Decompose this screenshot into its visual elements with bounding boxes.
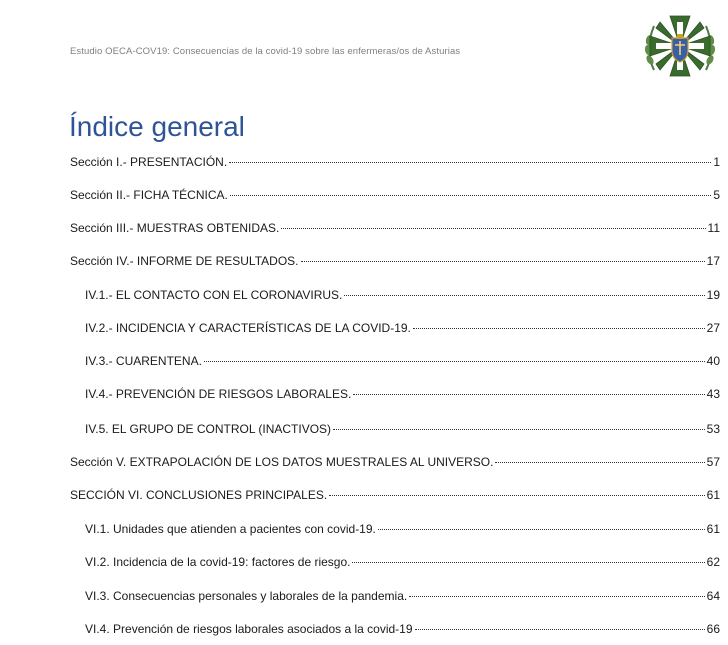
toc-entry[interactable] [85, 522, 720, 540]
toc-entry-label: IV.5. EL GRUPO DE CONTROL (INACTIVOS) [85, 422, 332, 436]
toc-entry-label: Sección I.- PRESENTACIÓN. [70, 155, 228, 169]
toc-entry-page: 40 [706, 354, 720, 368]
dot-leader [281, 228, 705, 229]
toc-entry[interactable] [85, 422, 720, 440]
toc-entry-label: Sección II.- FICHA TÉCNICA. [70, 188, 228, 202]
toc-entry-page: 19 [706, 288, 720, 302]
toc-entry-page: 27 [706, 321, 720, 335]
dot-leader [230, 195, 711, 196]
toc-entry-page: 61 [706, 522, 720, 536]
toc-entry[interactable] [85, 321, 720, 339]
toc-entry-label: IV.1.- EL CONTACTO CON EL CORONAVIRUS. [85, 288, 343, 302]
toc-entry-label: VI.2. Incidencia de la covid-19: factores de riesgo. [85, 555, 351, 569]
toc-entry-page: 66 [706, 622, 720, 636]
toc-entry[interactable] [85, 288, 720, 306]
toc-entry-page: 61 [706, 488, 720, 502]
dot-leader [409, 596, 704, 597]
toc-entry[interactable] [70, 188, 720, 206]
toc-entry-label: IV.3.- CUARENTENA. [85, 354, 202, 368]
toc-entry-page: 64 [706, 589, 720, 603]
toc-entry-page: 17 [706, 254, 720, 268]
toc-entry[interactable] [85, 555, 720, 573]
dot-leader [378, 529, 705, 530]
toc-entry[interactable] [70, 155, 720, 173]
toc-entry[interactable] [70, 254, 720, 272]
running-header: Estudio OECA-COV19: Consecuencias de la covid-19 sobre las enfermeras/os de Asturias [70, 46, 461, 57]
toc-entry-label: SECCIÓN VI. CONCLUSIONES PRINCIPALES. [70, 488, 328, 502]
toc-entry-label: VI.3. Consecuencias personales y laborales de la pandemia. [85, 589, 408, 603]
dot-leader [352, 562, 704, 563]
dot-leader [301, 261, 705, 262]
dot-leader [229, 162, 711, 163]
toc-title: Índice general [69, 111, 245, 142]
dot-leader [344, 295, 704, 296]
toc-entry-page: 11 [707, 221, 720, 235]
toc-entry[interactable] [70, 455, 720, 473]
toc-entry[interactable] [70, 488, 720, 506]
toc-entry-page: 53 [706, 422, 720, 436]
toc-entry-label: VI.1. Unidades que atienden a pacientes con covid-19. [85, 522, 376, 536]
toc-entry-page: 1 [713, 155, 720, 169]
toc-entry-page: 43 [706, 387, 720, 401]
dot-leader [413, 328, 705, 329]
nursing-college-emblem-icon [640, 10, 720, 86]
dot-leader [353, 394, 704, 395]
toc-entry-page: 62 [706, 555, 720, 569]
dot-leader [495, 462, 704, 463]
toc-entry[interactable] [85, 354, 720, 372]
toc-entry-label: Sección V. EXTRAPOLACIÓN DE LOS DATOS MUESTRALES AL UNIVERSO. [70, 455, 494, 469]
toc-entry[interactable] [70, 221, 720, 239]
toc-entry-label: IV.2.- INCIDENCIA Y CARACTERÍSTICAS DE LA COVID-19. [85, 321, 411, 335]
toc-entry-label: Sección III.- MUESTRAS OBTENIDAS. [70, 221, 280, 235]
toc-entry-label: IV.4.- PREVENCIÓN DE RIESGOS LABORALES. [85, 387, 352, 401]
toc-entry-page: 57 [706, 455, 720, 469]
toc-entry-label: VI.4. Prevención de riesgos laborales asociados a la covid-19 [85, 622, 413, 636]
toc-entry[interactable] [85, 387, 720, 405]
toc-entry-label: Sección IV.- INFORME DE RESULTADOS. [70, 254, 299, 268]
dot-leader [204, 361, 705, 362]
toc-entry-page: 5 [713, 188, 720, 202]
toc-entry[interactable] [85, 589, 720, 607]
dot-leader [329, 495, 704, 496]
toc-entry[interactable] [85, 622, 720, 640]
dot-leader [333, 429, 705, 430]
dot-leader [415, 629, 705, 630]
